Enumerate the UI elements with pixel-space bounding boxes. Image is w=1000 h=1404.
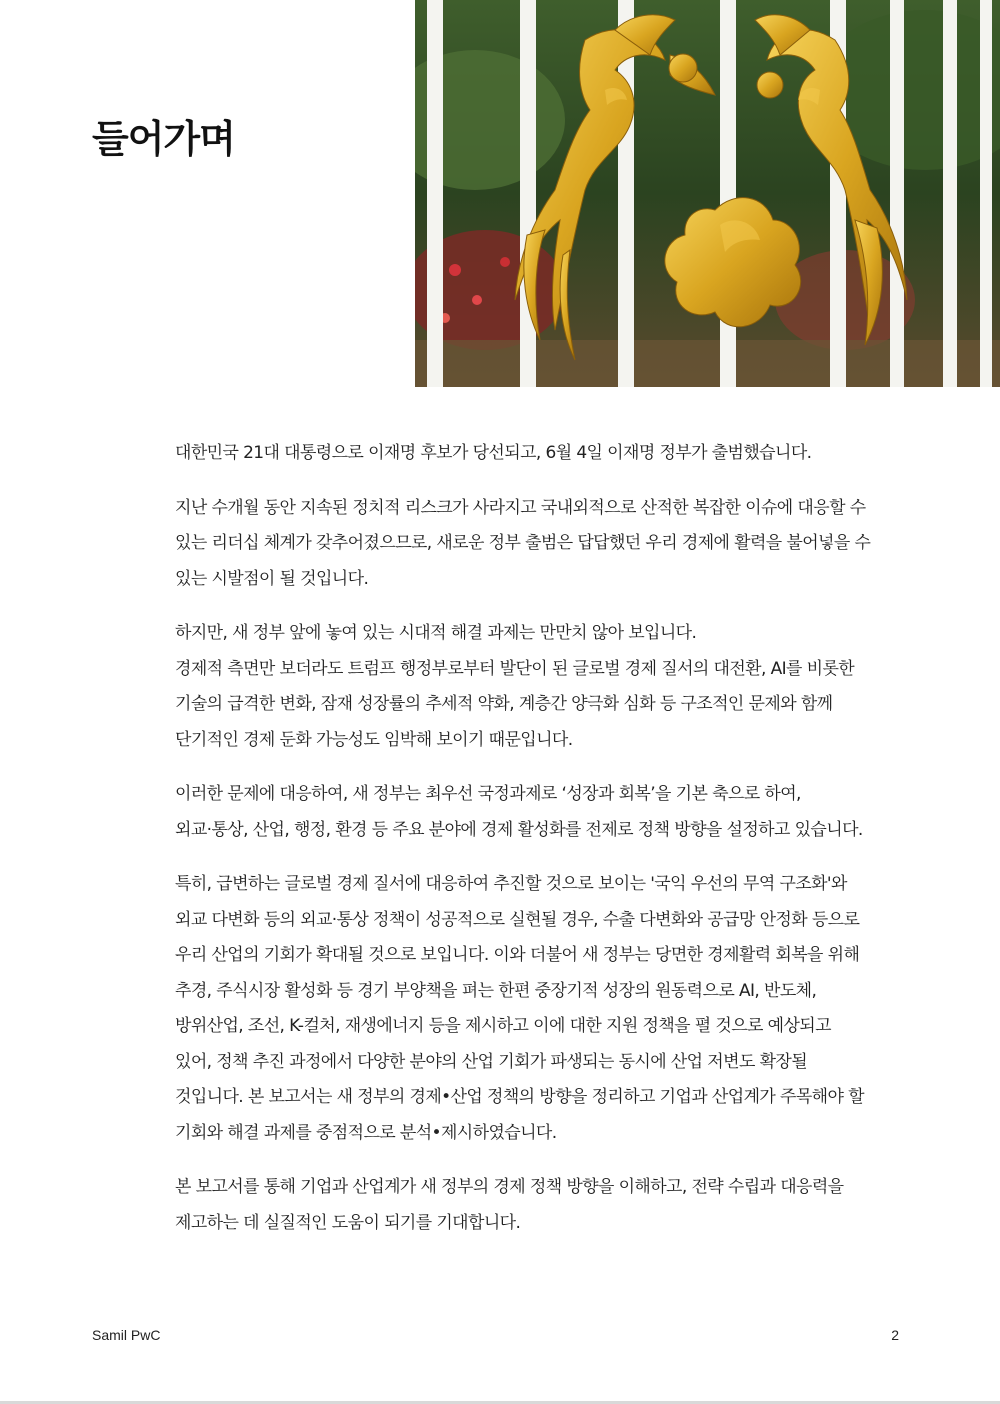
paragraph-line: 이러한 문제에 대응하여, 새 정부는 최우선 국정과제로 ‘성장과 회복’을 기본 축으로 하여, xyxy=(175,784,801,804)
paragraph-line: 우리 산업의 기회가 확대될 것으로 보입니다. 이와 더불어 새 정부는 당면한 경제활력 회복을 위해 xyxy=(175,945,860,965)
footer-brand: Samil PwC xyxy=(92,1327,161,1343)
paragraph-line: 기술의 급격한 변화, 잠재 성장률의 추세적 약화, 계층간 양극화 심화 등 구조적인 문제와 함께 xyxy=(175,694,833,714)
hero-image xyxy=(415,0,1000,387)
paragraph-line: 것입니다. 본 보고서는 새 정부의 경제•산업 정책의 방향을 정리하고 기업과 산업계가 주목해야 할 xyxy=(175,1087,864,1107)
paragraph-line: 제고하는 데 실질적인 도움이 되기를 기대합니다. xyxy=(175,1212,521,1233)
paragraph-5 xyxy=(175,867,925,1151)
paragraph-3 xyxy=(175,616,925,758)
body-text xyxy=(175,436,925,1260)
paragraph-6 xyxy=(175,1170,925,1241)
paragraph-line: 방위산업, 조선, K-컬처, 재생에너지 등을 제시하고 이에 대한 지원 정책을 펼 것으로 예상되고 xyxy=(175,1016,831,1036)
paragraph-line: 있는 리더십 체계가 갖추어졌으므로, 새로운 정부 출범은 답답했던 우리 경제에 활력을 불어넣을 수 xyxy=(175,533,871,553)
paragraph-line: 외교 다변화 등의 외교·통상 정책이 성공적으로 실현될 경우, 수출 다변화와 공급망 안정화 등으로 xyxy=(175,909,860,930)
paragraph-line: 지난 수개월 동안 지속된 정치적 리스크가 사라지고 국내외적으로 산적한 복잡한 이슈에 대응할 수 xyxy=(175,497,866,518)
paragraph-line: 있는 시발점이 될 것입니다. xyxy=(175,568,369,589)
paragraph-line: 추경, 주식시장 활성화 등 경기 부양책을 펴는 한편 중장기적 성장의 원동력으로 AI, 반도체, xyxy=(175,980,817,1001)
paragraph-4 xyxy=(175,777,925,848)
paragraph-line: 대한민국 21대 대통령으로 이재명 후보가 당선되고, 6월 4일 이재명 정부가 출범했습니다. xyxy=(175,443,812,463)
paragraph-line: 기회와 해결 과제를 중점적으로 분석•제시하였습니다. xyxy=(175,1122,557,1143)
paragraph-line: 외교·통상, 산업, 행정, 환경 등 주요 분야에 경제 활성화를 전제로 정책 방향을 설정하고 있습니다. xyxy=(175,819,863,840)
paragraph-2 xyxy=(175,491,925,598)
golden-phoenix-gate-image xyxy=(415,0,1000,387)
page-title: 들어가며 xyxy=(92,117,235,161)
paragraph-line: 단기적인 경제 둔화 가능성도 임박해 보이기 때문입니다. xyxy=(175,729,573,750)
paragraph-line: 본 보고서를 통해 기업과 산업계가 새 정부의 경제 정책 방향을 이해하고, 전략 수립과 대응력을 xyxy=(175,1177,844,1197)
paragraph-1 xyxy=(175,436,925,472)
paragraph-line: 있어, 정책 추진 과정에서 다양한 분야의 산업 기회가 파생되는 동시에 산업 저변도 확장될 xyxy=(175,1051,808,1072)
paragraph-line: 특히, 급변하는 글로벌 경제 질서에 대응하여 추진할 것으로 보이는 '국익 우선의 무역 구조화'와 xyxy=(175,874,847,894)
paragraph-line: 경제적 측면만 보더라도 트럼프 행정부로부터 발단이 된 글로벌 경제 질서의 대전환, AI를 비롯한 xyxy=(175,658,855,679)
paragraph-line: 하지만, 새 정부 앞에 놓여 있는 시대적 해결 과제는 만만치 않아 보입니다. xyxy=(175,623,697,643)
page-number: 2 xyxy=(891,1327,899,1343)
